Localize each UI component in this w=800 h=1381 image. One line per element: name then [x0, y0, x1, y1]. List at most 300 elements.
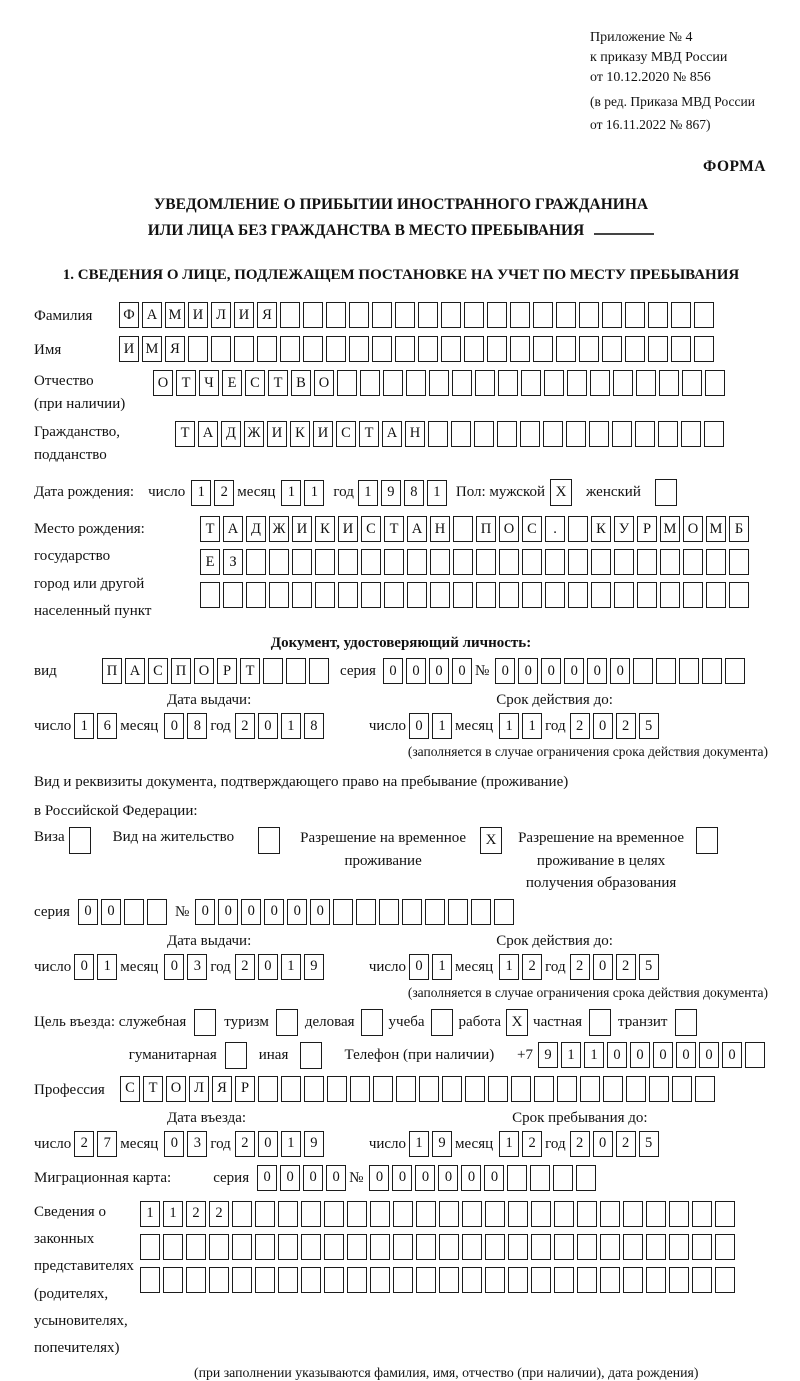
char-box[interactable]: 9: [538, 1042, 558, 1068]
char-box[interactable]: [232, 1234, 252, 1260]
char-box[interactable]: [186, 1267, 206, 1293]
char-box[interactable]: Я: [212, 1076, 232, 1102]
char-box[interactable]: [301, 1234, 321, 1260]
char-box[interactable]: 9: [432, 1131, 452, 1157]
char-box[interactable]: [453, 549, 473, 575]
char-box[interactable]: [350, 1076, 370, 1102]
char-box[interactable]: 5: [639, 713, 659, 739]
char-box[interactable]: 2: [570, 1131, 590, 1157]
char-box[interactable]: [706, 549, 726, 575]
char-box[interactable]: И: [338, 516, 358, 542]
char-box[interactable]: [255, 1201, 275, 1227]
char-box[interactable]: [462, 1201, 482, 1227]
char-box[interactable]: [554, 1201, 574, 1227]
char-box[interactable]: [530, 1165, 550, 1191]
char-box[interactable]: [441, 336, 461, 362]
char-box[interactable]: 8: [304, 713, 324, 739]
char-box[interactable]: [682, 370, 702, 396]
char-box[interactable]: Я: [165, 336, 185, 362]
char-box[interactable]: [553, 1165, 573, 1191]
char-box[interactable]: С: [148, 658, 168, 684]
char-box[interactable]: [646, 1234, 666, 1260]
char-box[interactable]: 0: [218, 899, 238, 925]
char-box[interactable]: [600, 1267, 620, 1293]
char-box[interactable]: [600, 1234, 620, 1260]
temp-permit-edu-checkbox[interactable]: [696, 827, 718, 854]
char-box[interactable]: 0: [195, 899, 215, 925]
purpose-private-checkbox[interactable]: [589, 1009, 611, 1036]
char-box[interactable]: [623, 1267, 643, 1293]
sex-male-checkbox[interactable]: X: [550, 479, 572, 506]
char-box[interactable]: [602, 336, 622, 362]
char-box[interactable]: [648, 336, 668, 362]
char-box[interactable]: 0: [74, 954, 94, 980]
char-box[interactable]: А: [382, 421, 402, 447]
char-box[interactable]: 0: [392, 1165, 412, 1191]
char-box[interactable]: [281, 1076, 301, 1102]
char-box[interactable]: Т: [143, 1076, 163, 1102]
char-box[interactable]: [163, 1267, 183, 1293]
char-box[interactable]: [338, 549, 358, 575]
char-box[interactable]: Б: [729, 516, 749, 542]
char-box[interactable]: 0: [653, 1042, 673, 1068]
char-box[interactable]: [591, 582, 611, 608]
char-box[interactable]: [614, 549, 634, 575]
char-box[interactable]: [521, 370, 541, 396]
char-box[interactable]: Т: [240, 658, 260, 684]
char-box[interactable]: 0: [326, 1165, 346, 1191]
char-box[interactable]: [186, 1234, 206, 1260]
char-box[interactable]: [591, 549, 611, 575]
char-box[interactable]: [533, 336, 553, 362]
char-box[interactable]: [372, 336, 392, 362]
char-box[interactable]: [347, 1234, 367, 1260]
char-box[interactable]: [429, 370, 449, 396]
char-box[interactable]: Т: [176, 370, 196, 396]
purpose-transit-checkbox[interactable]: [675, 1009, 697, 1036]
char-box[interactable]: [745, 1042, 765, 1068]
char-box[interactable]: [140, 1234, 160, 1260]
char-box[interactable]: 0: [409, 713, 429, 739]
char-box[interactable]: 0: [303, 1165, 323, 1191]
char-box[interactable]: 2: [522, 1131, 542, 1157]
char-box[interactable]: 3: [187, 1131, 207, 1157]
residence-permit-checkbox[interactable]: [258, 827, 280, 854]
char-box[interactable]: [600, 1201, 620, 1227]
char-box[interactable]: [337, 370, 357, 396]
char-box[interactable]: [669, 1234, 689, 1260]
char-box[interactable]: О: [153, 370, 173, 396]
char-box[interactable]: 1: [74, 713, 94, 739]
char-box[interactable]: [430, 549, 450, 575]
char-box[interactable]: [499, 549, 519, 575]
char-box[interactable]: 0: [452, 658, 472, 684]
char-box[interactable]: [326, 336, 346, 362]
purpose-study-checkbox[interactable]: [431, 1009, 453, 1036]
char-box[interactable]: [646, 1267, 666, 1293]
char-box[interactable]: Т: [359, 421, 379, 447]
char-box[interactable]: [448, 899, 468, 925]
char-box[interactable]: [499, 582, 519, 608]
char-box[interactable]: [258, 1076, 278, 1102]
char-box[interactable]: [476, 549, 496, 575]
char-box[interactable]: С: [245, 370, 265, 396]
char-box[interactable]: [303, 302, 323, 328]
char-box[interactable]: [498, 370, 518, 396]
char-box[interactable]: 0: [101, 899, 121, 925]
char-box[interactable]: 2: [570, 954, 590, 980]
char-box[interactable]: М: [660, 516, 680, 542]
char-box[interactable]: [681, 421, 701, 447]
char-box[interactable]: [510, 336, 530, 362]
char-box[interactable]: Л: [211, 302, 231, 328]
char-box[interactable]: [702, 658, 722, 684]
char-box[interactable]: Я: [257, 302, 277, 328]
char-box[interactable]: [637, 549, 657, 575]
char-box[interactable]: [485, 1267, 505, 1293]
char-box[interactable]: [396, 1076, 416, 1102]
char-box[interactable]: [255, 1267, 275, 1293]
char-box[interactable]: [660, 582, 680, 608]
char-box[interactable]: А: [125, 658, 145, 684]
char-box[interactable]: [531, 1267, 551, 1293]
char-box[interactable]: [395, 302, 415, 328]
char-box[interactable]: [658, 421, 678, 447]
char-box[interactable]: [370, 1201, 390, 1227]
char-box[interactable]: 0: [287, 899, 307, 925]
char-box[interactable]: [416, 1267, 436, 1293]
char-box[interactable]: [633, 658, 653, 684]
char-box[interactable]: [439, 1267, 459, 1293]
sex-female-checkbox[interactable]: [655, 479, 677, 506]
char-box[interactable]: 0: [593, 954, 613, 980]
char-box[interactable]: О: [314, 370, 334, 396]
char-box[interactable]: [360, 370, 380, 396]
char-box[interactable]: 0: [541, 658, 561, 684]
char-box[interactable]: Е: [222, 370, 242, 396]
char-box[interactable]: 0: [164, 713, 184, 739]
char-box[interactable]: [223, 582, 243, 608]
char-box[interactable]: [508, 1267, 528, 1293]
char-box[interactable]: Ж: [244, 421, 264, 447]
char-box[interactable]: [209, 1267, 229, 1293]
char-box[interactable]: [407, 549, 427, 575]
char-box[interactable]: Р: [637, 516, 657, 542]
char-box[interactable]: И: [188, 302, 208, 328]
char-box[interactable]: 0: [461, 1165, 481, 1191]
char-box[interactable]: 2: [235, 1131, 255, 1157]
char-box[interactable]: 1: [499, 1131, 519, 1157]
char-box[interactable]: [580, 1076, 600, 1102]
char-box[interactable]: О: [499, 516, 519, 542]
char-box[interactable]: [545, 582, 565, 608]
char-box[interactable]: Р: [217, 658, 237, 684]
char-box[interactable]: 0: [164, 1131, 184, 1157]
char-box[interactable]: И: [267, 421, 287, 447]
char-box[interactable]: [672, 1076, 692, 1102]
char-box[interactable]: [246, 549, 266, 575]
purpose-humanitarian-checkbox[interactable]: [225, 1042, 247, 1069]
char-box[interactable]: 0: [518, 658, 538, 684]
char-box[interactable]: А: [407, 516, 427, 542]
char-box[interactable]: [280, 302, 300, 328]
char-box[interactable]: [556, 302, 576, 328]
char-box[interactable]: Д: [246, 516, 266, 542]
char-box[interactable]: 0: [607, 1042, 627, 1068]
char-box[interactable]: [715, 1234, 735, 1260]
purpose-work-checkbox[interactable]: X: [506, 1009, 528, 1036]
char-box[interactable]: [439, 1201, 459, 1227]
char-box[interactable]: [590, 370, 610, 396]
char-box[interactable]: [623, 1234, 643, 1260]
char-box[interactable]: [418, 336, 438, 362]
char-box[interactable]: 0: [264, 899, 284, 925]
char-box[interactable]: [694, 336, 714, 362]
char-box[interactable]: [292, 582, 312, 608]
char-box[interactable]: 1: [561, 1042, 581, 1068]
char-box[interactable]: [211, 336, 231, 362]
char-box[interactable]: [635, 421, 655, 447]
char-box[interactable]: З: [223, 549, 243, 575]
char-box[interactable]: [485, 1234, 505, 1260]
char-box[interactable]: П: [476, 516, 496, 542]
char-box[interactable]: [577, 1234, 597, 1260]
char-box[interactable]: К: [290, 421, 310, 447]
char-box[interactable]: [453, 516, 473, 542]
char-box[interactable]: [487, 336, 507, 362]
char-box[interactable]: [232, 1267, 252, 1293]
char-box[interactable]: [474, 421, 494, 447]
char-box[interactable]: [612, 421, 632, 447]
char-box[interactable]: У: [614, 516, 634, 542]
char-box[interactable]: [395, 336, 415, 362]
char-box[interactable]: [419, 1076, 439, 1102]
char-box[interactable]: 0: [241, 899, 261, 925]
char-box[interactable]: С: [120, 1076, 140, 1102]
char-box[interactable]: 0: [258, 954, 278, 980]
char-box[interactable]: 1: [409, 1131, 429, 1157]
char-box[interactable]: Л: [189, 1076, 209, 1102]
char-box[interactable]: [124, 899, 144, 925]
char-box[interactable]: К: [315, 516, 335, 542]
char-box[interactable]: [428, 421, 448, 447]
char-box[interactable]: [706, 582, 726, 608]
char-box[interactable]: [568, 516, 588, 542]
char-box[interactable]: Н: [430, 516, 450, 542]
char-box[interactable]: [246, 582, 266, 608]
char-box[interactable]: [692, 1201, 712, 1227]
char-box[interactable]: [476, 582, 496, 608]
char-box[interactable]: [301, 1201, 321, 1227]
char-box[interactable]: [163, 1234, 183, 1260]
char-box[interactable]: [522, 549, 542, 575]
char-box[interactable]: [278, 1267, 298, 1293]
char-box[interactable]: [188, 336, 208, 362]
char-box[interactable]: [372, 302, 392, 328]
char-box[interactable]: 0: [593, 1131, 613, 1157]
char-box[interactable]: [393, 1234, 413, 1260]
char-box[interactable]: 0: [610, 658, 630, 684]
char-box[interactable]: 5: [639, 1131, 659, 1157]
char-box[interactable]: 8: [187, 713, 207, 739]
char-box[interactable]: 1: [432, 954, 452, 980]
char-box[interactable]: [452, 370, 472, 396]
char-box[interactable]: [379, 899, 399, 925]
char-box[interactable]: С: [336, 421, 356, 447]
char-box[interactable]: 0: [484, 1165, 504, 1191]
char-box[interactable]: [384, 549, 404, 575]
char-box[interactable]: [705, 370, 725, 396]
char-box[interactable]: [545, 549, 565, 575]
char-box[interactable]: И: [292, 516, 312, 542]
char-box[interactable]: [315, 549, 335, 575]
char-box[interactable]: [567, 370, 587, 396]
char-box[interactable]: 9: [304, 954, 324, 980]
char-box[interactable]: 0: [587, 658, 607, 684]
char-box[interactable]: Ф: [119, 302, 139, 328]
char-box[interactable]: [200, 582, 220, 608]
char-box[interactable]: Т: [175, 421, 195, 447]
char-box[interactable]: О: [194, 658, 214, 684]
char-box[interactable]: [373, 1076, 393, 1102]
char-box[interactable]: [725, 658, 745, 684]
char-box[interactable]: [301, 1267, 321, 1293]
char-box[interactable]: 0: [593, 713, 613, 739]
char-box[interactable]: 1: [140, 1201, 160, 1227]
char-box[interactable]: 2: [186, 1201, 206, 1227]
temp-permit-checkbox[interactable]: X: [480, 827, 502, 854]
char-box[interactable]: А: [198, 421, 218, 447]
char-box[interactable]: [556, 336, 576, 362]
char-box[interactable]: П: [171, 658, 191, 684]
char-box[interactable]: [704, 421, 724, 447]
char-box[interactable]: [692, 1234, 712, 1260]
char-box[interactable]: 0: [257, 1165, 277, 1191]
char-box[interactable]: [646, 1201, 666, 1227]
char-box[interactable]: [349, 336, 369, 362]
char-box[interactable]: [568, 582, 588, 608]
char-box[interactable]: [715, 1201, 735, 1227]
char-box[interactable]: 0: [676, 1042, 696, 1068]
char-box[interactable]: [534, 1076, 554, 1102]
char-box[interactable]: [554, 1234, 574, 1260]
char-box[interactable]: [324, 1234, 344, 1260]
char-box[interactable]: [464, 336, 484, 362]
char-box[interactable]: [485, 1201, 505, 1227]
char-box[interactable]: [324, 1201, 344, 1227]
char-box[interactable]: [416, 1201, 436, 1227]
char-box[interactable]: М: [142, 336, 162, 362]
char-box[interactable]: [303, 336, 323, 362]
char-box[interactable]: А: [142, 302, 162, 328]
char-box[interactable]: 1: [427, 480, 447, 506]
char-box[interactable]: [683, 549, 703, 575]
char-box[interactable]: [579, 302, 599, 328]
char-box[interactable]: [269, 549, 289, 575]
char-box[interactable]: 1: [358, 480, 378, 506]
char-box[interactable]: Д: [221, 421, 241, 447]
char-box[interactable]: [333, 899, 353, 925]
char-box[interactable]: 2: [570, 713, 590, 739]
char-box[interactable]: [656, 658, 676, 684]
char-box[interactable]: 2: [209, 1201, 229, 1227]
char-box[interactable]: [543, 421, 563, 447]
char-box[interactable]: [280, 336, 300, 362]
char-box[interactable]: [508, 1234, 528, 1260]
char-box[interactable]: 3: [187, 954, 207, 980]
char-box[interactable]: [349, 302, 369, 328]
char-box[interactable]: 0: [722, 1042, 742, 1068]
char-box[interactable]: [671, 302, 691, 328]
char-box[interactable]: 0: [415, 1165, 435, 1191]
char-box[interactable]: [234, 336, 254, 362]
char-box[interactable]: 1: [499, 954, 519, 980]
char-box[interactable]: [286, 658, 306, 684]
char-box[interactable]: А: [223, 516, 243, 542]
char-box[interactable]: 2: [522, 954, 542, 980]
char-box[interactable]: [361, 582, 381, 608]
char-box[interactable]: [729, 549, 749, 575]
char-box[interactable]: [338, 582, 358, 608]
char-box[interactable]: [304, 1076, 324, 1102]
char-box[interactable]: [441, 302, 461, 328]
char-box[interactable]: [660, 549, 680, 575]
char-box[interactable]: [603, 1076, 623, 1102]
char-box[interactable]: 2: [616, 1131, 636, 1157]
char-box[interactable]: [475, 370, 495, 396]
char-box[interactable]: [402, 899, 422, 925]
char-box[interactable]: [669, 1201, 689, 1227]
char-box[interactable]: 1: [432, 713, 452, 739]
purpose-official-checkbox[interactable]: [194, 1009, 216, 1036]
char-box[interactable]: О: [683, 516, 703, 542]
char-box[interactable]: [465, 1076, 485, 1102]
char-box[interactable]: [462, 1267, 482, 1293]
char-box[interactable]: 0: [409, 954, 429, 980]
char-box[interactable]: [679, 658, 699, 684]
char-box[interactable]: [257, 336, 277, 362]
char-box[interactable]: [508, 1201, 528, 1227]
char-box[interactable]: 0: [699, 1042, 719, 1068]
purpose-other-checkbox[interactable]: [300, 1042, 322, 1069]
char-box[interactable]: [292, 549, 312, 575]
char-box[interactable]: [393, 1267, 413, 1293]
char-box[interactable]: [462, 1234, 482, 1260]
char-box[interactable]: [520, 421, 540, 447]
char-box[interactable]: 0: [495, 658, 515, 684]
char-box[interactable]: [497, 421, 517, 447]
char-box[interactable]: 7: [97, 1131, 117, 1157]
char-box[interactable]: [442, 1076, 462, 1102]
char-box[interactable]: [557, 1076, 577, 1102]
char-box[interactable]: [694, 302, 714, 328]
char-box[interactable]: И: [313, 421, 333, 447]
char-box[interactable]: [649, 1076, 669, 1102]
char-box[interactable]: 2: [235, 954, 255, 980]
char-box[interactable]: С: [522, 516, 542, 542]
char-box[interactable]: 1: [281, 954, 301, 980]
char-box[interactable]: 0: [383, 658, 403, 684]
char-box[interactable]: [531, 1234, 551, 1260]
char-box[interactable]: [327, 1076, 347, 1102]
char-box[interactable]: [510, 302, 530, 328]
char-box[interactable]: [269, 582, 289, 608]
char-box[interactable]: [614, 582, 634, 608]
char-box[interactable]: 0: [258, 713, 278, 739]
char-box[interactable]: 1: [304, 480, 324, 506]
char-box[interactable]: [554, 1267, 574, 1293]
char-box[interactable]: В: [291, 370, 311, 396]
